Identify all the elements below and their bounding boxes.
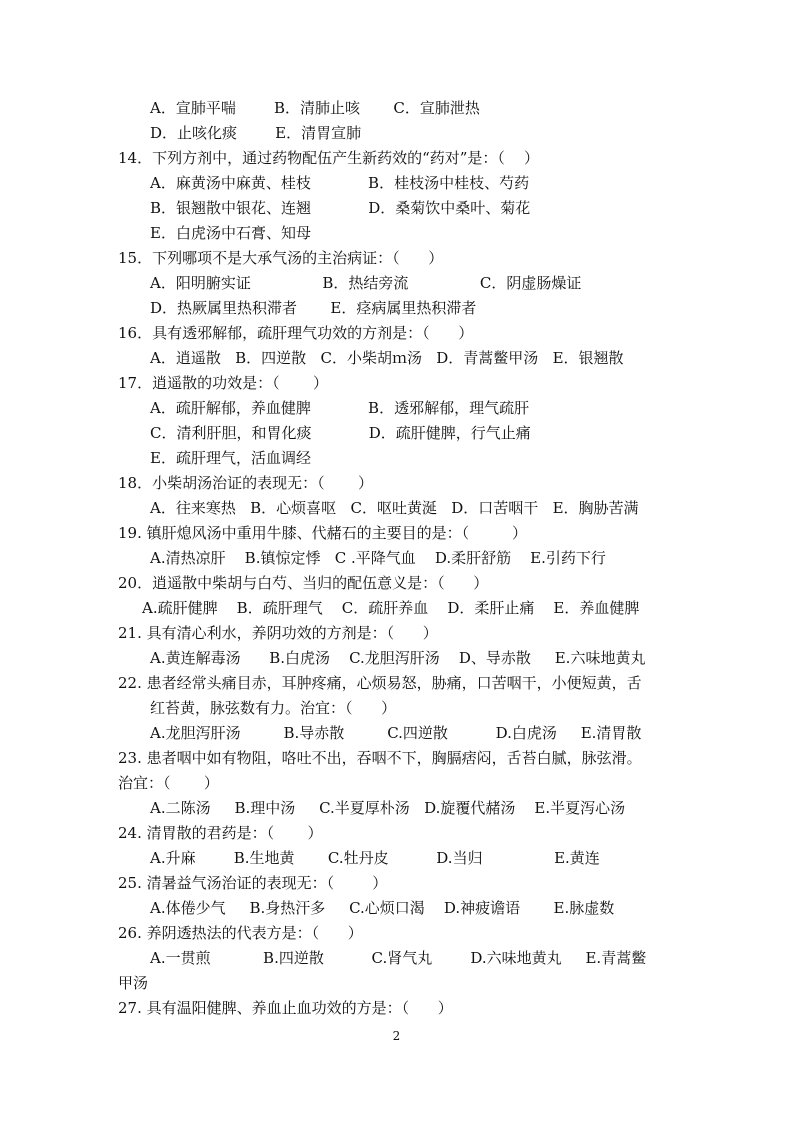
q26-options-row-1: A.一贯煎 B.四逆散 C.肾气丸 D.六味地黄丸 E.青蒿鳖 [150, 949, 647, 967]
question-27: 27. 具有温阳健脾、养血止血功效的方是：（ ） [118, 999, 453, 1017]
q17-options-row-2: C．清利肝胆，和胃化痰 D．疏肝健脾，行气止痛 [150, 424, 531, 442]
q21-options: A.黄连解毒汤 B.白虎汤 C.龙胆泻肝汤 D、导赤散 E.六味地黄丸 [150, 649, 646, 667]
question-22-line-1: 22. 患者经常头痛目赤，耳肿疼痛，心烦易怒，胁痛，口苦咽干，小便短黄，舌 [118, 674, 642, 692]
q25-options: A.体倦少气 B.身热汗多 C.心烦口渴 D.神疲谵语 E.脉虚数 [150, 899, 615, 917]
q13-options-row-1: A．宣肺平喘 B．清肺止咳 C．宣肺泄热 [150, 99, 480, 117]
q17-options-row-3: E．疏肝理气，活血调经 [150, 449, 311, 467]
q19-options: A.清热凉肝 B.镇惊定悸 C .平降气血 D.柔肝舒筋 E.引药下行 [150, 549, 606, 567]
question-26: 26. 养阴透热法的代表方是：（ ） [118, 924, 363, 942]
question-17: 17．逍遥散的功效是：（ ） [118, 374, 328, 392]
q26-options-row-2: 甲汤 [118, 974, 149, 992]
question-23-line-2: 治宜：（ ） [118, 774, 219, 792]
question-16: 16．具有透邪解郁，疏肝理气功效的方剂是：（ ） [118, 324, 474, 342]
q15-options-row-2: D．热厥属里热积滞者 E．痉病属里热积滞者 [150, 299, 477, 317]
question-24: 24. 清胃散的君药是：（ ） [118, 824, 323, 842]
q15-options-row-1: A．阳明腑实证 B．热结旁流 C．阴虚肠燥证 [150, 274, 582, 292]
q13-options-row-2: D．止咳化痰 E．清胃宣肺 [150, 124, 362, 142]
q18-options: A．往来寒热 B．心烦喜呕 C．呕吐黄涎 D．口苦咽干 E．胸胁苦满 [150, 499, 639, 517]
question-19: 19. 镇肝熄风汤中重用牛膝、代赭石的主要目的是：（ ） [118, 524, 528, 542]
question-25: 25. 清暑益气汤治证的表现无：（ ） [118, 874, 388, 892]
q20-options: A.疏肝健脾 B．疏肝理气 C．疏肝养血 D．柔肝止痛 E．养血健脾 [142, 599, 640, 617]
q14-options-row-2: B．银翘散中银花、连翘 D．桑菊饮中桑叶、菊花 [150, 199, 531, 217]
q22-options: A.龙胆泻肝汤 B.导赤散 C.四逆散 D.白虎汤 E.清胃散 [150, 724, 642, 742]
question-15: 15．下列哪项不是大承气汤的主治病证：（ ） [118, 249, 444, 267]
question-23-line-1: 23. 患者咽中如有物阻，咯吐不出，吞咽不下，胸膈痞闷，舌苔白腻，脉弦滑。 [118, 749, 642, 767]
q14-options-row-1: A．麻黄汤中麻黄、桂枝 B．桂枝汤中桂枝、芍药 [150, 174, 530, 192]
question-21: 21. 具有清心利水，养阴功效的方剂是：（ ） [118, 624, 438, 642]
question-20: 20．逍遥散中柴胡与白芍、当归的配伍意义是：（ ） [118, 574, 489, 592]
question-14: 14．下列方剂中，通过药物配伍产生新药效的“药对”是：（ ） [118, 149, 539, 167]
question-22-line-2: 红苔黄，脉弦数有力。治宜：（ ） [150, 699, 397, 717]
q23-options: A.二陈汤 B.理中汤 C.半夏厚朴汤 D.旋覆代赭汤 E.半夏泻心汤 [150, 799, 626, 817]
page-number: 2 [392, 1029, 401, 1043]
q14-options-row-3: E．白虎汤中石膏、知母 [150, 224, 311, 242]
question-18: 18．小柴胡汤治证的表现无：（ ） [118, 474, 373, 492]
q17-options-row-1: A．疏肝解郁，养血健脾 B．透邪解郁，理气疏肝 [150, 399, 530, 417]
q24-options: A.升麻 B.生地黄 C.牡丹皮 D.当归 E.黄连 [150, 849, 600, 867]
q16-options: A．逍遥散 B．四逆散 C．小柴胡ｍ汤 D．青蒿鳖甲汤 E．银翘散 [150, 349, 624, 367]
